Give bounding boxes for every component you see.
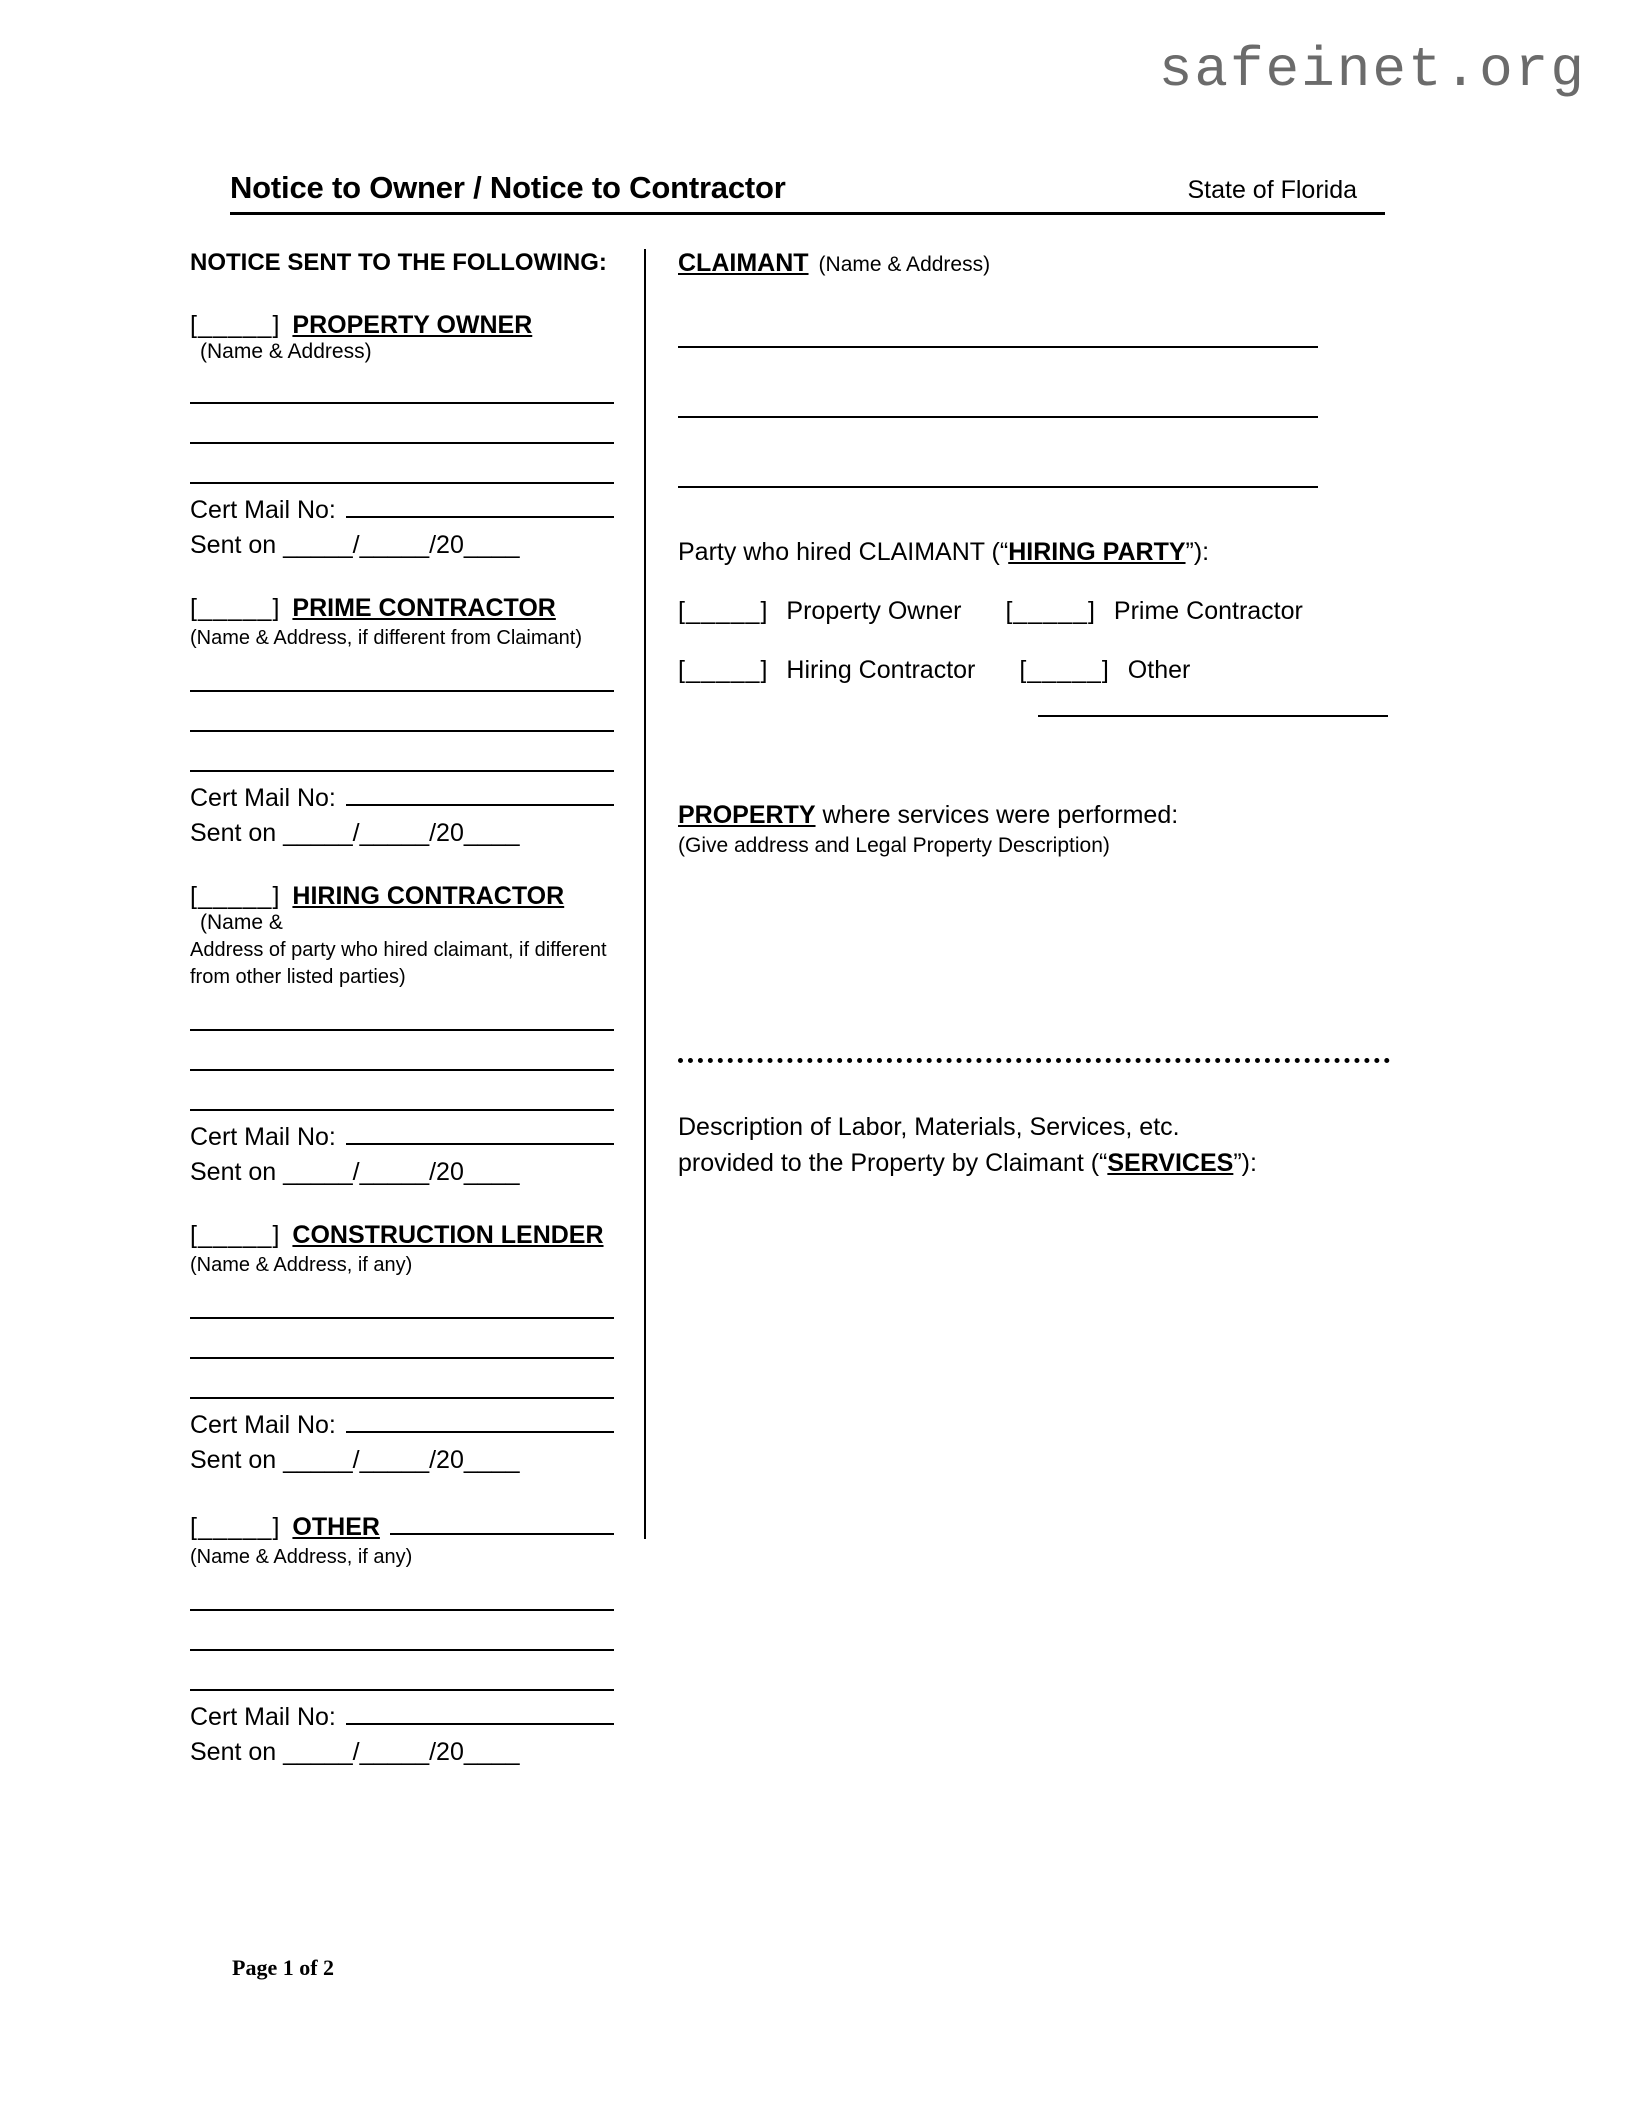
watermark: safeinet.org <box>1158 38 1586 102</box>
hiring-contractor-cert-label: Cert Mail No: <box>190 1123 336 1151</box>
claimant-heading <box>678 249 1390 278</box>
construction-lender-address-line-1[interactable] <box>190 1287 614 1319</box>
checkbox-construction-lender[interactable]: [_____] <box>190 1221 281 1249</box>
hiring-party-bold: HIRING PARTY <box>1008 538 1186 566</box>
hiring-party-options-row-2 <box>678 656 1390 685</box>
other-address-line-2[interactable] <box>190 1619 614 1651</box>
dotted-separator <box>678 1058 1390 1063</box>
document-page <box>190 170 1390 1775</box>
hiring-contractor-row <box>190 882 614 935</box>
entry-prime-contractor <box>190 594 614 848</box>
hiring-contractor-paren: (Name & <box>200 911 283 934</box>
entry-construction-lender <box>190 1221 614 1475</box>
hiring-party-options-row-1 <box>678 597 1390 626</box>
checkbox-hiring-party-hiring-contractor[interactable]: [_____] <box>678 656 769 684</box>
claimant-address-line-2[interactable] <box>678 386 1318 418</box>
property-owner-sent-on[interactable]: Sent on _____/_____/20____ <box>190 531 520 559</box>
checkbox-hiring-contractor[interactable]: [_____] <box>190 882 281 910</box>
property-owner-paren: (Name & Address) <box>200 340 372 363</box>
property-owner-cert-rule[interactable] <box>346 494 614 518</box>
hiring-party-pre: Party who hired CLAIMANT (“ <box>678 538 1009 566</box>
other-label: OTHER <box>292 1513 380 1541</box>
hiring-contractor-cert-mail[interactable] <box>190 1121 614 1152</box>
services-line-2 <box>678 1145 1390 1181</box>
other-address-line-1[interactable] <box>190 1579 614 1611</box>
other-sent-on[interactable]: Sent on _____/_____/20____ <box>190 1738 520 1766</box>
page-number: Page 1 of 2 <box>232 1955 335 1980</box>
construction-lender-address-line-3[interactable] <box>190 1367 614 1399</box>
right-column <box>646 249 1390 1775</box>
notice-sent-heading: NOTICE SENT TO THE FOLLOWING: <box>190 249 607 276</box>
hiring-contractor-sent-on[interactable]: Sent on _____/_____/20____ <box>190 1158 520 1186</box>
page-title: Notice to Owner / Notice to Contractor <box>230 170 786 205</box>
property-heading <box>678 801 1390 830</box>
construction-lender-sent-on[interactable]: Sent on _____/_____/20____ <box>190 1446 520 1474</box>
checkbox-prime-contractor[interactable]: [_____] <box>190 594 281 622</box>
option-label-other: Other <box>1127 656 1191 684</box>
property-owner-cert-label: Cert Mail No: <box>190 496 336 524</box>
prime-contractor-address-line-2[interactable] <box>190 700 614 732</box>
construction-lender-cert-label: Cert Mail No: <box>190 1411 336 1439</box>
services-line-2-post: ”): <box>1233 1149 1257 1178</box>
prime-contractor-address-line-3[interactable] <box>190 740 614 772</box>
property-owner-address-line-3[interactable] <box>190 452 614 484</box>
other-cert-label: Cert Mail No: <box>190 1703 336 1731</box>
hiring-contractor-address-line-3[interactable] <box>190 1079 614 1111</box>
option-label-prime-contractor: Prime Contractor <box>1113 597 1303 625</box>
option-label-hiring-contractor: Hiring Contractor <box>786 656 976 684</box>
services-line-1: Description of Labor, Materials, Services, etc. <box>678 1113 1180 1141</box>
prime-contractor-subnote: (Name & Address, if different from Claimant) <box>190 627 582 649</box>
option-label-property-owner: Property Owner <box>786 597 962 625</box>
other-name-rule[interactable] <box>390 1509 614 1535</box>
checkbox-hiring-party-prime-contractor[interactable]: [_____] <box>1005 597 1096 625</box>
prime-contractor-cert-mail[interactable] <box>190 782 614 813</box>
form-columns <box>190 249 1390 1775</box>
entry-property-owner <box>190 311 614 560</box>
construction-lender-address-line-2[interactable] <box>190 1327 614 1359</box>
claimant-label: CLAIMANT <box>678 249 809 277</box>
hiring-contractor-address-line-1[interactable] <box>190 999 614 1031</box>
hiring-contractor-address-line-2[interactable] <box>190 1039 614 1071</box>
hiring-party-other-rule[interactable] <box>1038 687 1388 717</box>
hiring-contractor-subnote: Address of party who hired claimant, if different from other listed parties) <box>190 939 607 988</box>
other-row <box>190 1509 614 1542</box>
prime-contractor-row <box>190 594 614 623</box>
prime-contractor-sent-on[interactable]: Sent on _____/_____/20____ <box>190 819 520 847</box>
prime-contractor-cert-rule[interactable] <box>346 782 614 806</box>
services-line-2-pre: provided to the Property by Claimant (“ <box>678 1149 1108 1178</box>
entry-hiring-contractor <box>190 882 614 1187</box>
other-cert-rule[interactable] <box>346 1701 614 1725</box>
claimant-address-line-3[interactable] <box>678 456 1318 488</box>
construction-lender-label: CONSTRUCTION LENDER <box>292 1221 604 1249</box>
other-subnote: (Name & Address, if any) <box>190 1546 413 1568</box>
other-address-line-3[interactable] <box>190 1659 614 1691</box>
services-description <box>678 1109 1390 1182</box>
property-bold-label: PROPERTY <box>678 801 816 829</box>
other-cert-mail[interactable] <box>190 1701 614 1732</box>
checkbox-property-owner[interactable]: [_____] <box>190 311 281 339</box>
checkbox-hiring-party-other[interactable]: [_____] <box>1019 656 1110 684</box>
hiring-party-post: ”): <box>1185 538 1210 566</box>
checkbox-hiring-party-property-owner[interactable]: [_____] <box>678 597 769 625</box>
property-owner-address-line-1[interactable] <box>190 372 614 404</box>
construction-lender-row <box>190 1221 614 1250</box>
entry-other <box>190 1509 614 1767</box>
construction-lender-subnote: (Name & Address, if any) <box>190 1254 413 1276</box>
property-owner-address-line-2[interactable] <box>190 412 614 444</box>
prime-contractor-label: PRIME CONTRACTOR <box>292 594 556 622</box>
left-column <box>190 249 644 1775</box>
services-bold: SERVICES <box>1107 1149 1234 1178</box>
property-heading-rest: where services were performed: <box>822 801 1179 829</box>
prime-contractor-address-line-1[interactable] <box>190 660 614 692</box>
checkbox-other[interactable]: [_____] <box>190 1513 281 1541</box>
property-owner-cert-mail[interactable] <box>190 494 614 525</box>
title-row <box>230 170 1385 215</box>
state-label: State of Florida <box>1187 176 1357 204</box>
claimant-address-line-1[interactable] <box>678 316 1318 348</box>
property-subnote: (Give address and Legal Property Description) <box>678 834 1110 857</box>
hiring-contractor-cert-rule[interactable] <box>346 1121 614 1145</box>
claimant-paren: (Name & Address) <box>818 253 991 276</box>
hiring-contractor-label: HIRING CONTRACTOR <box>292 882 565 910</box>
property-owner-row <box>190 311 614 364</box>
construction-lender-cert-mail[interactable] <box>190 1409 614 1440</box>
hiring-party-question <box>678 538 1390 567</box>
property-owner-label: PROPERTY OWNER <box>292 311 533 339</box>
prime-contractor-cert-label: Cert Mail No: <box>190 784 336 812</box>
construction-lender-cert-rule[interactable] <box>346 1409 614 1433</box>
